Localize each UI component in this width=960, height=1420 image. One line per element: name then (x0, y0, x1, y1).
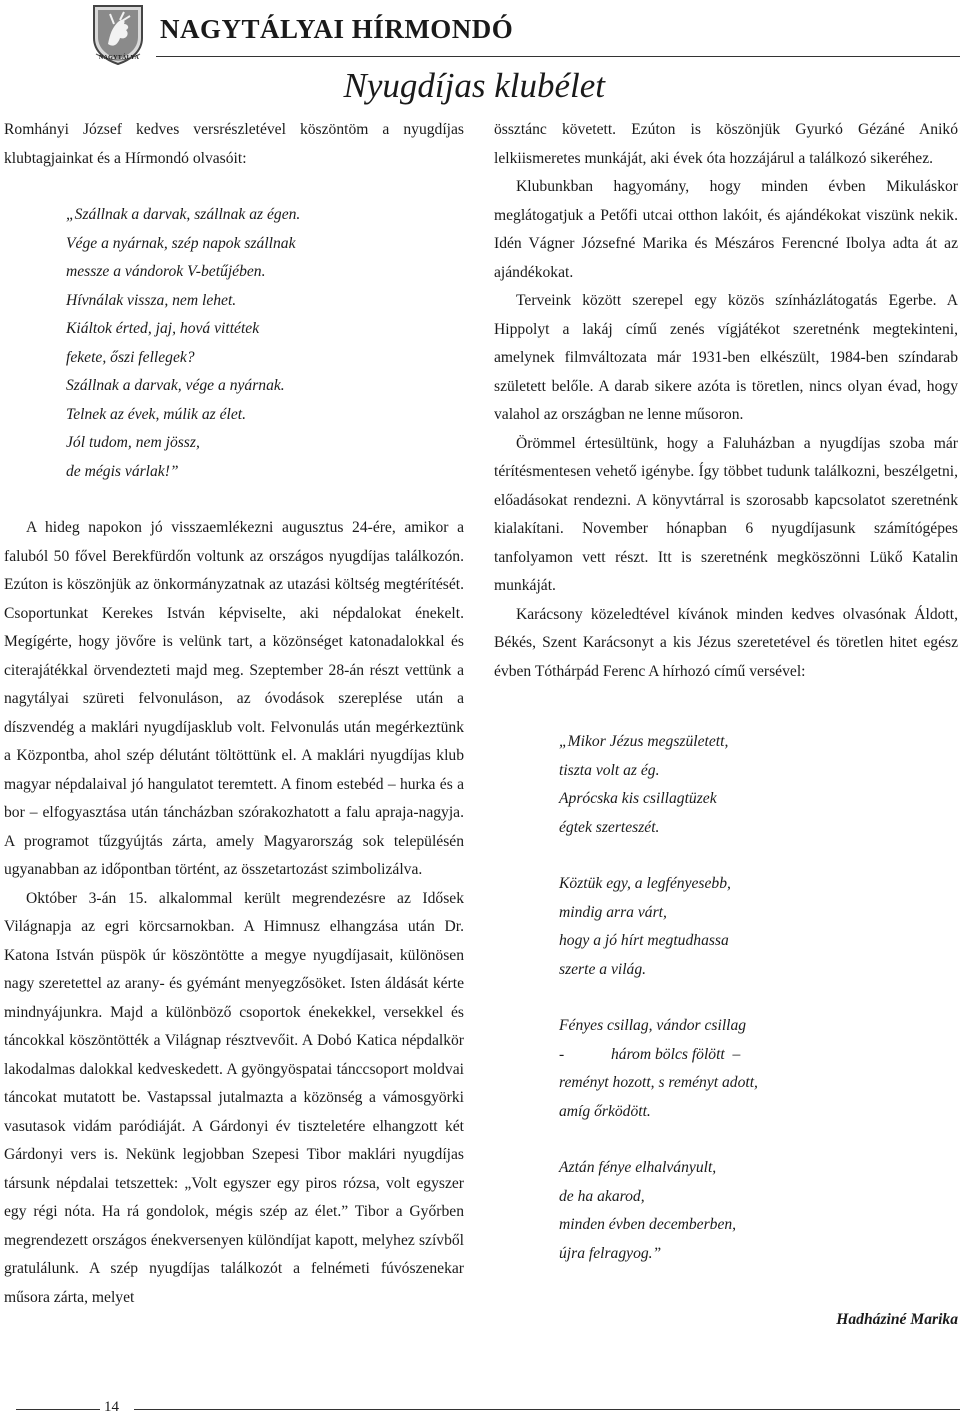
poem-line: Szállnak a darvak, vége a nyárnak. (66, 377, 285, 394)
footer-divider-left (16, 1409, 100, 1410)
poem-line: minden évben decemberben, (559, 1216, 737, 1233)
poem-line: Köztük egy, a legfényesebb, (559, 875, 731, 892)
poem-line: „Mikor Jézus megszületett, (559, 733, 729, 750)
christmas-greeting-paragraph: Karácsony közeledtével kívánok minden kedves olvasónak Áldott, Békés, Szent Karácsonyt a kis Jézus szeretetével és töretlen hitet egész évben Tóthárpád Ferenc A hírhozó című versével: (494, 605, 958, 680)
poem-line: Telnek az évek, múlik az élet. (66, 405, 246, 423)
poem-line: - három bölcs fölött – (559, 1045, 741, 1063)
poem-line: fekete, őszi fellegek? (66, 348, 195, 366)
idosek-vilagnapja-paragraph: Október 3-án 15. alkalommal került megrendezésre az Idősek Világnapja az egri körcsarnokban. A Himnusz elhangzása után Dr. Katona István püspök úr köszöntötte a megye nyugdíjasait, különösen nagy szeretettel az arany- és gyémánt menyegzősöket. Isten áldását kérte mindnyájunkra. Majd a különböző csoportok énekekkel, versekkel és táncokkal köszöntötték a Világnap résztvevőit. A Dobó Katica népdalkör lakodalmas dalokkal kedveskedett. A gyöngyöspatai tánccsoport moldvai táncokat mutatott be. Vastapssal jutalmazta a közönség a vámosgyörki vasutasok vidám paródiáját. A Gárdonyi év tiszteletére elhangzott két Gárdonyi vers is. Nekünk legjobban Szepesi Tibor maklári nyugdíjas társunk népdalai tetszettek: „Volt egyszer egy piros rózsa, volt egyszer egy régi nóta. Ha rá gondolok, mégis szép az élet.” Tibor a Győrben megrendezett országos énekversenyen különdíjat kapott, melyhez szívből gratulálunk. A szép nyugdíjas találkozót a felnémeti fúvószenekar műsora zárta, melyet (4, 889, 464, 1306)
poem-line: Kiáltok érted, jaj, hová vittétek (66, 320, 260, 337)
poem-line: „Szállnak a darvak, szállnak az égen. (66, 206, 301, 223)
continuation-paragraph: össztánc követett. Ezúton is köszönjük Gyurkó Gézáné Anikó lelkiismeretes munkáját, aki évek óta hozzájárul a találkozó sikeréhez. (494, 121, 958, 167)
footer-divider (134, 1409, 960, 1410)
poem-line: Jól tudom, nem jössz, (66, 434, 200, 451)
right-column (494, 116, 958, 1335)
mikulas-paragraph: Klubunkban hagyomány, hogy minden évben Mikuláskor meglátogatjuk a Petőfi utcai otthon lakóit, és ajándékokat viszünk nekik. Idén Vágner Józsefné Marika és Mészáros Ferencné Ibolya adta át az ajándékokat. (494, 178, 958, 281)
poem-line: de mégis várlak!” (66, 462, 179, 480)
section-title: Nyugdíjas klubélet (343, 66, 605, 105)
page-number: 14 (104, 1399, 119, 1415)
poem-line: hogy a jó hírt megtudhassa (559, 932, 729, 949)
poem-stanza (559, 1012, 958, 1126)
poem-line: Aztán fénye elhalványult, (559, 1159, 717, 1176)
poem-line: Vége a nyárnak, szép napok szállnak (66, 234, 296, 252)
masthead-title: NAGYTÁLYAI HÍRMONDÓ (160, 14, 514, 44)
poem-line: tiszta volt az ég. (559, 761, 660, 779)
poem-line: reményt hozott, s reményt adott, (559, 1074, 758, 1091)
poem-line: égtek szerteszét. (559, 818, 660, 836)
poem-line: szerte a világ. (559, 960, 647, 978)
poem-stanza (559, 870, 958, 984)
theatre-paragraph: Terveink között szerepel egy közös színházlátogatás Egerbe. A Hippolyt a lakáj című zenés vígjátékot szeretnénk megtekinteni, amelynek filmváltozata már 1931-ben elkészült, 1984-ben színdarab született belőle. A darab sikere azóta is töretlen, nincs olyan évad, hogy valahol az országban ne lenne műsoron. (494, 292, 958, 423)
berekfurdo-paragraph: A hideg napokon jó visszaemlékezni augusztus 24-ére, amikor a faluból 50 fővel Berekfürdőn voltunk az országos nyugdíjas találkozón. Ezúton is köszönjük az önkormányzatnak az utazási költség megtérítését. Csoportunkat Kerekes István képviselte, aki népdalokat énekelt. Megígérte, hogy jövőre is velünk tart, a közönséget katonadalokkal és citerajátékkal örvendezteti majd meg. Szeptember 28-án részt vettünk a nagytályai szüreti felvonuláson, az óvodások szereplése után a díszvendég a maklári nyugdíjasklub volt. Felvonulás után megérkeztünk a Központba, ahol szép délutánt töltöttünk el. A maklári nyugdíjas klub magyar népdalaival jó hangulatot teremtett. A finom estebéd – hurka és a bor – elfogyasztása után táncházban szórakozhatott a falu apraja-nagyja. A programot tűzgyújtás zárta, amely Magyarország sok településén ugyanabban az időpontban történt, az összetartozást szimbolizálva. (4, 519, 464, 878)
club-room-paragraph: Örömmel értesültünk, hogy a Faluházban a nyugdíjas szoba már térítésmentesen vehető igénybe. Így többet tudunk találkozni, beszélgetni, előadásokat rendezni. A könyvtárral is szorosabb kapcsolatot szeretnénk kialakítani. November hónapban 6 nyugdíjasunk számítógépes tanfolyamon vett részt. Itt is szeretnénk megköszönni Lükő Katalin munkáját. (494, 434, 958, 594)
poem-line: Hívnálak vissza, nem lehet. (66, 291, 237, 309)
poem-line: Fényes csillag, vándor csillag (559, 1017, 747, 1034)
hirhozo-poem (494, 728, 958, 1268)
left-column (4, 116, 464, 1312)
masthead-divider (156, 56, 960, 57)
author-signature: Hadháziné Marika (836, 1311, 958, 1328)
poem-line: Aprócska kis csillagtüzek (559, 790, 717, 807)
poem-line: újra felragyog.” (559, 1244, 662, 1262)
poem-line: mindig arra várt, (559, 903, 667, 921)
romhanyi-poem (4, 201, 464, 486)
poem-line: amíg őrködött. (559, 1102, 651, 1120)
poem-stanza (559, 728, 958, 842)
poem-line: messze a vándorok V-betűjében. (66, 263, 266, 280)
intro-paragraph: Romhányi József kedves versrészletével köszöntöm a nyugdíjas klubtagjainkat és a Hírmondó olvasóit: (4, 121, 464, 167)
poem-stanza (559, 1154, 958, 1268)
logo-caption: NAGYTÁLYA (98, 55, 140, 61)
poem-line: de ha akarod, (559, 1187, 645, 1205)
